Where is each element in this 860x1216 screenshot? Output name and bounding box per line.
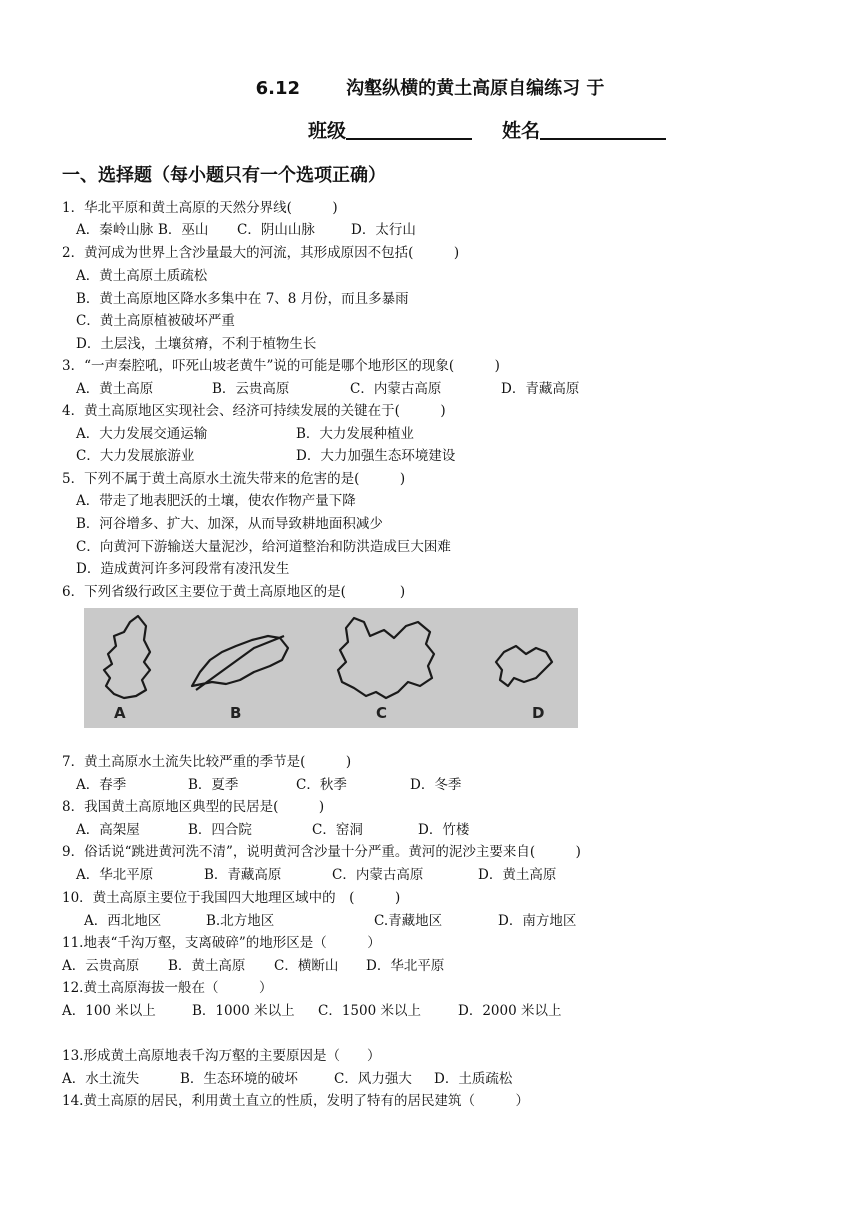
- option: A．西北地区: [84, 913, 162, 929]
- option: A．高架屋: [76, 822, 140, 838]
- outline-c: [338, 618, 434, 698]
- question-options: [76, 380, 579, 398]
- name-label: 姓名: [502, 120, 541, 142]
- question-options: [76, 776, 461, 794]
- option: C．内蒙古高原: [332, 867, 424, 883]
- option: B．黄土高原地区降水多集中在 7、8 月份，而且多暴雨: [76, 291, 409, 307]
- option: A．华北平原: [76, 867, 154, 883]
- option: C．阴山山脉: [237, 222, 315, 238]
- option: C．窑洞: [312, 822, 363, 838]
- option: D．竹楼: [418, 822, 470, 838]
- option: A．带走了地表肥沃的土壤，使农作物产量下降: [76, 493, 356, 509]
- section-heading: 一、选择题（每小题只有一个选项正确）: [62, 165, 386, 186]
- class-label: 班级: [308, 120, 347, 142]
- option: D．2000 米以上: [458, 1003, 562, 1019]
- option: A．黄土高原土质疏松: [76, 268, 208, 284]
- question-options: [76, 821, 469, 839]
- map-label: C: [376, 704, 388, 722]
- province-outlines: [84, 608, 578, 728]
- option: C．风力强大: [334, 1071, 412, 1087]
- question-stem: 11.地表“千沟万壑，支离破碎”的地形区是（ ）: [62, 935, 381, 951]
- name-blank[interactable]: [540, 118, 666, 140]
- map-label: B: [230, 704, 242, 722]
- option: D．土质疏松: [434, 1071, 513, 1087]
- option: A．100 米以上: [62, 1003, 156, 1019]
- option: D．华北平原: [366, 958, 445, 974]
- question-stem: 5．下列不属于黄土高原水土流失带来的危害的是( ): [62, 471, 406, 487]
- option: D．冬季: [410, 777, 462, 793]
- option: B．黄土高原: [168, 958, 246, 974]
- question-stem: 6．下列省级行政区主要位于黄土高原地区的是( ): [62, 584, 406, 600]
- question-stem: 2．黄河成为世界上含沙量最大的河流，其形成原因不包括( ): [62, 245, 460, 261]
- question-options: [84, 912, 576, 930]
- question-stem: 7．黄土高原水土流失比较严重的季节是( ): [62, 754, 352, 770]
- question-stem: 9．俗话说“跳进黄河洗不清”，说明黄河含沙量十分严重。黄河的泥沙主要来自( ): [62, 844, 581, 860]
- option: C．大力发展旅游业: [76, 448, 195, 464]
- question-options: [76, 425, 414, 443]
- question-stem: 3．“一声秦腔吼，吓死山坡老黄牛”说的可能是哪个地形区的现象( ): [62, 358, 500, 374]
- option: B．青藏高原: [204, 867, 282, 883]
- option: D．南方地区: [498, 913, 577, 929]
- option: A．云贵高原: [62, 958, 140, 974]
- option: D．造成黄河许多河段常有凌汛发生: [76, 561, 290, 577]
- question-stem: 14.黄土高原的居民，利用黄土直立的性质，发明了特有的居民建筑（ ）: [62, 1093, 529, 1109]
- question-options: [62, 1070, 512, 1088]
- page-title: [0, 74, 860, 100]
- option: B．河谷增多、扩大、加深，从而导致耕地面积减少: [76, 516, 383, 532]
- question-options: [76, 221, 416, 239]
- class-blank[interactable]: [346, 118, 472, 140]
- option: A．黄土高原: [76, 381, 154, 397]
- question-stem: 13.形成黄土高原地表千沟万壑的主要原因是（ ）: [62, 1048, 381, 1064]
- question-options: [76, 866, 556, 884]
- outline-d: [496, 646, 552, 686]
- option: C．内蒙古高原: [350, 381, 442, 397]
- option: A．水土流失: [62, 1071, 140, 1087]
- option: A．春季: [76, 777, 127, 793]
- option: A．大力发展交通运输: [76, 426, 208, 442]
- question-stem: 12.黄土高原海拔一般在（ ）: [62, 980, 273, 996]
- option: B．四合院: [188, 822, 252, 838]
- question-options: [62, 957, 444, 975]
- outline-a: [104, 616, 150, 698]
- option: B．大力发展种植业: [296, 426, 414, 442]
- province-outline-figure: [84, 608, 578, 728]
- lesson-title: 沟壑纵横的黄土高原自编练习 于: [346, 78, 605, 99]
- option: D．土层浅，土壤贫瘠，不利于植物生长: [76, 336, 317, 352]
- option: A．秦岭山脉: [76, 222, 154, 238]
- option: C．1500 米以上: [318, 1003, 421, 1019]
- question-options: [62, 1002, 561, 1020]
- option: B．1000 米以上: [192, 1003, 295, 1019]
- option: B．巫山: [158, 222, 209, 238]
- lesson-number: 6.12: [255, 78, 301, 99]
- question-options: [76, 447, 455, 465]
- option: B．云贵高原: [212, 381, 290, 397]
- student-info-row: [308, 116, 666, 143]
- question-stem: 4．黄土高原地区实现社会、经济可持续发展的关键在于( ): [62, 403, 446, 419]
- question-stem: 1．华北平原和黄土高原的天然分界线( ): [62, 200, 338, 216]
- option: C．向黄河下游输送大量泥沙，给河道整治和防洪造成巨大困难: [76, 539, 451, 555]
- option: D．黄土高原: [478, 867, 557, 883]
- option: C．横断山: [274, 958, 339, 974]
- map-label: D: [532, 704, 545, 722]
- option: C.青藏地区: [374, 913, 443, 929]
- option: D．青藏高原: [501, 381, 580, 397]
- option: D．大力加强生态环境建设: [296, 448, 456, 464]
- question-stem: 8．我国黄土高原地区典型的民居是( ): [62, 799, 325, 815]
- option: B.北方地区: [206, 913, 275, 929]
- outline-b: [192, 636, 288, 690]
- option: C．秋季: [296, 777, 347, 793]
- option: C．黄土高原植被破坏严重: [76, 313, 235, 329]
- question-stem: 10．黄土高原主要位于我国四大地理区域中的 ( ): [62, 890, 401, 906]
- option: B．生态环境的破坏: [180, 1071, 298, 1087]
- map-label: A: [114, 704, 126, 722]
- option: D．太行山: [351, 222, 416, 238]
- option: B．夏季: [188, 777, 239, 793]
